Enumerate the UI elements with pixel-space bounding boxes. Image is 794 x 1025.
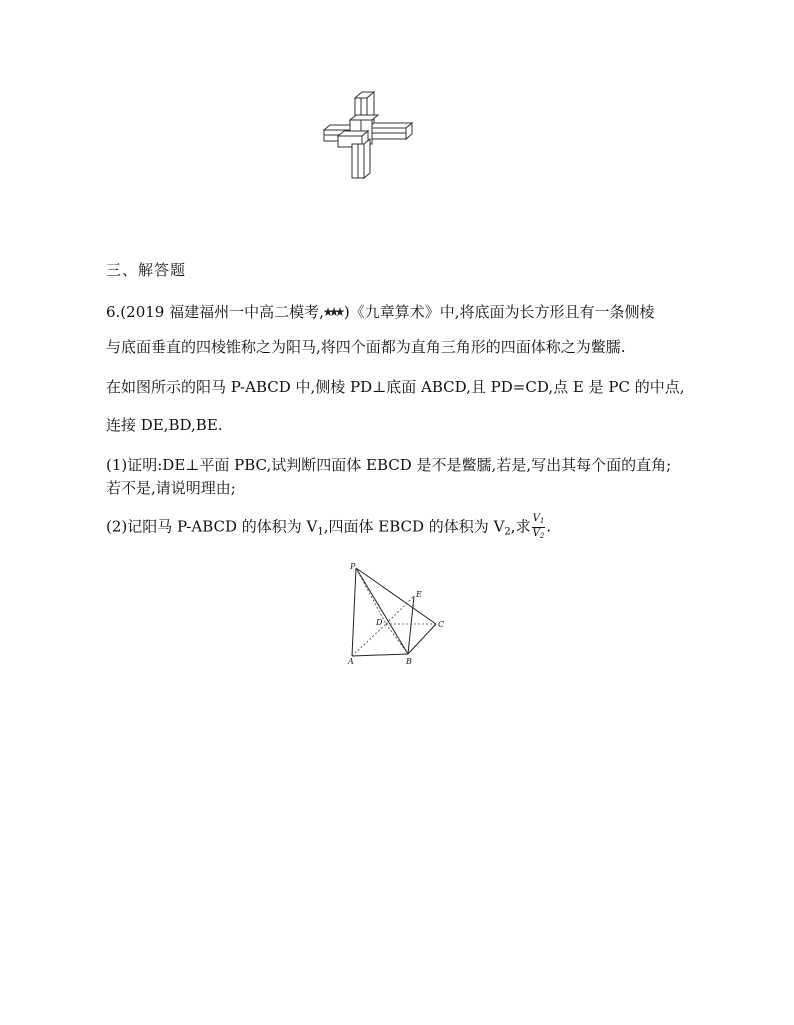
volume-ratio-fraction [532,513,546,542]
label-C: C [438,620,445,629]
fraction-numerator: V [532,513,540,524]
label-P: P [350,562,356,571]
part-2-text-b: ,四面体 EBCD 的体积为 V [323,517,505,536]
v1-subscript: 1 [317,526,324,538]
part-2-text-c: ,求 [510,517,531,536]
fraction-denominator: V [532,528,540,539]
problem-intro: )《九章算术》中,将底面为长方形且有一条侧棱 [343,303,655,321]
part-1-line-1: (1)证明:DE⊥平面 PBC,试判断四面体 EBCD 是不是鳖臑,若是,写出其每个面的直角; [106,456,672,474]
label-A: A [348,657,354,666]
part-1-line-2: 若不是,请说明理由; [106,479,236,497]
problem-source: 6.(2019 福建福州一中高二模考, [106,303,324,321]
part-2-line [106,513,551,542]
label-B: B [406,657,412,666]
problem-line-2: 与底面垂直的四棱锥称之为阳马,将四个面都为直角三角形的四面体称之为鳖臑. [106,338,626,356]
part-2-text-a: (2)记阳马 P-ABCD 的体积为 V [106,517,318,536]
problem-line-3: 在如图所示的阳马 P-ABCD 中,侧棱 PD⊥底面 ABCD,且 PD=CD,点 E 是 PC 的中点, [106,378,685,396]
fraction-numerator-sub: 1 [539,517,545,525]
label-E: E [416,590,422,599]
pyramid-figure [340,560,460,668]
label-D: D [376,618,383,627]
difficulty-star-icon [324,306,344,318]
v2-subscript: 2 [504,526,511,538]
fraction-denominator-sub: 2 [539,532,545,540]
luban-lock-figure [318,90,418,182]
problem-line-4: 连接 DE,BD,BE. [106,416,223,434]
part-2-end: . [546,517,552,536]
problem-line-1 [106,301,655,322]
section-heading: 三、解答题 [106,261,187,279]
